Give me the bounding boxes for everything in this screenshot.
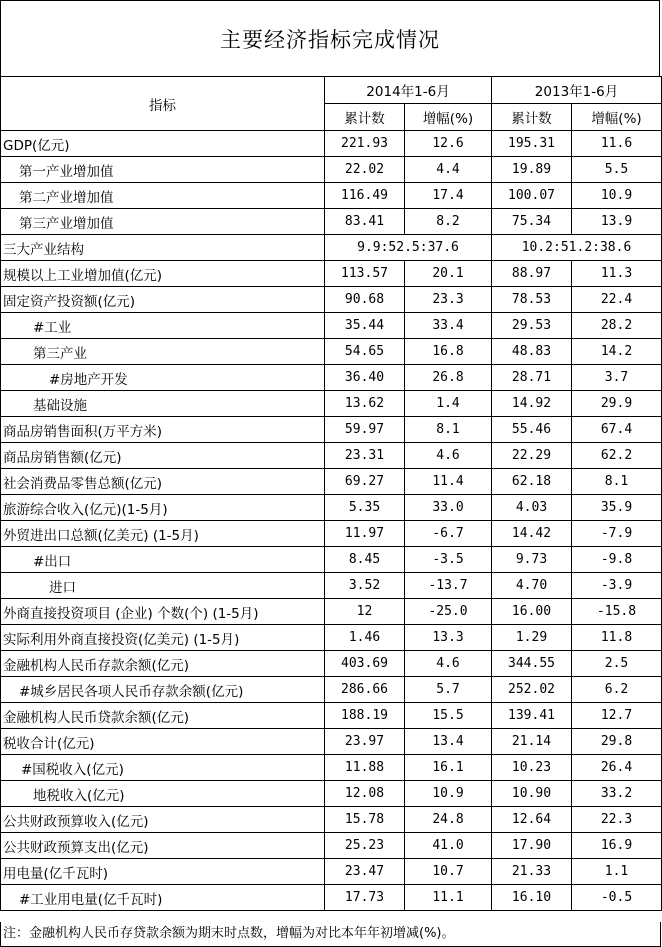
row-label: 基础设施	[1, 391, 325, 417]
growth-2013-cell: 16.9	[572, 833, 662, 859]
table-row	[1, 495, 662, 521]
growth-2013-cell: 12.7	[572, 703, 662, 729]
growth-2013-cell: 3.7	[572, 365, 662, 391]
growth-2013-cell: 22.4	[572, 287, 662, 313]
table-row	[1, 131, 662, 157]
cumulative-2014-cell: 36.40	[325, 365, 405, 391]
cumulative-2013-cell: 1.29	[492, 625, 572, 651]
cumulative-2013-cell: 252.02	[492, 677, 572, 703]
growth-2013-cell: 5.5	[572, 157, 662, 183]
cumulative-2014-cell: 403.69	[325, 651, 405, 677]
row-label: #工业用电量(亿千瓦时)	[1, 885, 325, 911]
cumulative-2014-cell: 11.97	[325, 521, 405, 547]
industry-structure-2013: 10.2:51.2:38.6	[492, 235, 662, 261]
table-row	[1, 235, 662, 261]
growth-2013-cell: 67.4	[572, 417, 662, 443]
growth-2014-cell: 41.0	[405, 833, 492, 859]
cumulative-2013-cell: 62.18	[492, 469, 572, 495]
growth-2013-cell: 22.3	[572, 807, 662, 833]
cumulative-2013-cell: 4.03	[492, 495, 572, 521]
table-row	[1, 469, 662, 495]
indicator-header: 指标	[1, 77, 325, 131]
growth-2013-cell: 26.4	[572, 755, 662, 781]
cumulative-2014-cell: 11.88	[325, 755, 405, 781]
growth-2014-cell: -13.7	[405, 573, 492, 599]
page-title: 主要经济指标完成情况	[0, 0, 660, 76]
cumulative-2013-cell: 88.97	[492, 261, 572, 287]
industry-structure-2014: 9.9:52.5:37.6	[325, 235, 492, 261]
cumulative-2013-cell: 10.90	[492, 781, 572, 807]
table-row	[1, 625, 662, 651]
cumulative-2014-cell: 23.47	[325, 859, 405, 885]
table-row	[1, 157, 662, 183]
growth-2013-cell: -3.9	[572, 573, 662, 599]
cumulative-2014-cell: 8.45	[325, 547, 405, 573]
row-label: 规模以上工业增加值(亿元)	[1, 261, 325, 287]
row-label: 固定资产投资额(亿元)	[1, 287, 325, 313]
cumulative-2013-header: 累计数	[492, 104, 572, 131]
table-row	[1, 755, 662, 781]
cumulative-2014-cell: 23.31	[325, 443, 405, 469]
period-2013-header: 2013年1-6月	[492, 77, 662, 104]
period-2014-header: 2014年1-6月	[325, 77, 492, 104]
cumulative-2013-cell: 17.90	[492, 833, 572, 859]
cumulative-2014-cell: 12	[325, 599, 405, 625]
cumulative-2014-cell: 23.97	[325, 729, 405, 755]
row-label: 进口	[1, 573, 325, 599]
row-label: 公共财政预算支出(亿元)	[1, 833, 325, 859]
table-row	[1, 781, 662, 807]
growth-2013-cell: 11.6	[572, 131, 662, 157]
growth-2014-cell: 15.5	[405, 703, 492, 729]
cumulative-2013-cell: 10.23	[492, 755, 572, 781]
growth-2014-cell: 23.3	[405, 287, 492, 313]
growth-2013-cell: 29.8	[572, 729, 662, 755]
row-label: 第二产业增加值	[1, 183, 325, 209]
table-row	[1, 417, 662, 443]
growth-2013-cell: 8.1	[572, 469, 662, 495]
growth-2014-cell: 4.6	[405, 651, 492, 677]
growth-2013-cell: 11.3	[572, 261, 662, 287]
cumulative-2014-cell: 17.73	[325, 885, 405, 911]
table-row	[1, 833, 662, 859]
cumulative-2013-cell: 9.73	[492, 547, 572, 573]
row-label: 旅游综合收入(亿元)(1-5月)	[1, 495, 325, 521]
row-label: GDP(亿元)	[1, 131, 325, 157]
growth-2013-cell: 10.9	[572, 183, 662, 209]
cumulative-2013-cell: 344.55	[492, 651, 572, 677]
row-label: 外商直接投资项目 (企业) 个数(个) (1-5月)	[1, 599, 325, 625]
row-label: #出口	[1, 547, 325, 573]
table-row	[1, 651, 662, 677]
cumulative-2013-cell: 195.31	[492, 131, 572, 157]
growth-2013-cell: 14.2	[572, 339, 662, 365]
growth-2013-cell: 28.2	[572, 313, 662, 339]
growth-2014-cell: 16.1	[405, 755, 492, 781]
table-row	[1, 521, 662, 547]
row-label: 金融机构人民币贷款余额(亿元)	[1, 703, 325, 729]
table-row	[1, 287, 662, 313]
cumulative-2014-cell: 54.65	[325, 339, 405, 365]
growth-2014-cell: 10.7	[405, 859, 492, 885]
growth-2014-header: 增幅(%)	[405, 104, 492, 131]
cumulative-2013-cell: 139.41	[492, 703, 572, 729]
table-row	[1, 391, 662, 417]
cumulative-2013-cell: 78.53	[492, 287, 572, 313]
row-label: 实际利用外商直接投资(亿美元) (1-5月)	[1, 625, 325, 651]
cumulative-2014-cell: 15.78	[325, 807, 405, 833]
row-label: 地税收入(亿元)	[1, 781, 325, 807]
cumulative-2014-cell: 35.44	[325, 313, 405, 339]
row-label: #城乡居民各项人民币存款余额(亿元)	[1, 677, 325, 703]
table-row	[1, 261, 662, 287]
cumulative-2014-cell: 22.02	[325, 157, 405, 183]
table-row	[1, 573, 662, 599]
cumulative-2014-cell: 59.97	[325, 417, 405, 443]
table-row	[1, 703, 662, 729]
cumulative-2014-cell: 1.46	[325, 625, 405, 651]
growth-2013-cell: -0.5	[572, 885, 662, 911]
cumulative-2014-cell: 69.27	[325, 469, 405, 495]
table-row	[1, 677, 662, 703]
cumulative-2013-cell: 21.14	[492, 729, 572, 755]
footnote: 注：金融机构人民币存贷款余额为期末时点数，增幅为对比本年年初增减(%)。	[0, 922, 661, 947]
growth-2014-cell: 17.4	[405, 183, 492, 209]
cumulative-2013-cell: 14.92	[492, 391, 572, 417]
row-label: 税收合计(亿元)	[1, 729, 325, 755]
growth-2013-cell: -9.8	[572, 547, 662, 573]
growth-2014-cell: 1.4	[405, 391, 492, 417]
growth-2013-cell: 35.9	[572, 495, 662, 521]
cumulative-2013-cell: 16.10	[492, 885, 572, 911]
growth-2013-header: 增幅(%)	[572, 104, 662, 131]
table-row	[1, 885, 662, 911]
row-label: 公共财政预算收入(亿元)	[1, 807, 325, 833]
growth-2014-cell: 5.7	[405, 677, 492, 703]
indicators-table	[0, 76, 662, 911]
growth-2014-cell: 8.2	[405, 209, 492, 235]
growth-2014-cell: 24.8	[405, 807, 492, 833]
cumulative-2013-cell: 12.64	[492, 807, 572, 833]
growth-2013-cell: 13.9	[572, 209, 662, 235]
table-row	[1, 547, 662, 573]
cumulative-2014-cell: 13.62	[325, 391, 405, 417]
table-row	[1, 339, 662, 365]
row-label: 三大产业结构	[1, 235, 325, 261]
growth-2014-cell: 12.6	[405, 131, 492, 157]
cumulative-2014-cell: 12.08	[325, 781, 405, 807]
growth-2014-cell: -6.7	[405, 521, 492, 547]
growth-2014-cell: 33.0	[405, 495, 492, 521]
cumulative-2014-cell: 116.49	[325, 183, 405, 209]
table-row	[1, 807, 662, 833]
table-row	[1, 183, 662, 209]
table-body	[1, 131, 662, 911]
growth-2013-cell: 62.2	[572, 443, 662, 469]
cumulative-2013-cell: 21.33	[492, 859, 572, 885]
row-label: 商品房销售额(亿元)	[1, 443, 325, 469]
row-label: 商品房销售面积(万平方米)	[1, 417, 325, 443]
growth-2014-cell: -25.0	[405, 599, 492, 625]
growth-2014-cell: 26.8	[405, 365, 492, 391]
row-label: 金融机构人民币存款余额(亿元)	[1, 651, 325, 677]
growth-2014-cell: -3.5	[405, 547, 492, 573]
cumulative-2014-cell: 188.19	[325, 703, 405, 729]
growth-2014-cell: 13.4	[405, 729, 492, 755]
growth-2013-cell: 11.8	[572, 625, 662, 651]
cumulative-2013-cell: 19.89	[492, 157, 572, 183]
cumulative-2013-cell: 48.83	[492, 339, 572, 365]
growth-2014-cell: 11.4	[405, 469, 492, 495]
table-row	[1, 443, 662, 469]
cumulative-2014-cell: 25.23	[325, 833, 405, 859]
growth-2014-cell: 33.4	[405, 313, 492, 339]
cumulative-2014-header: 累计数	[325, 104, 405, 131]
table-row	[1, 209, 662, 235]
growth-2014-cell: 10.9	[405, 781, 492, 807]
table-row	[1, 859, 662, 885]
cumulative-2013-cell: 55.46	[492, 417, 572, 443]
growth-2013-cell: 2.5	[572, 651, 662, 677]
growth-2014-cell: 4.6	[405, 443, 492, 469]
table-row	[1, 365, 662, 391]
growth-2013-cell: 1.1	[572, 859, 662, 885]
growth-2013-cell: 29.9	[572, 391, 662, 417]
cumulative-2014-cell: 286.66	[325, 677, 405, 703]
row-label: 第一产业增加值	[1, 157, 325, 183]
table-row	[1, 729, 662, 755]
growth-2013-cell: 33.2	[572, 781, 662, 807]
row-label: 外贸进出口总额(亿美元) (1-5月)	[1, 521, 325, 547]
growth-2014-cell: 13.3	[405, 625, 492, 651]
cumulative-2014-cell: 90.68	[325, 287, 405, 313]
cumulative-2013-cell: 16.00	[492, 599, 572, 625]
cumulative-2014-cell: 5.35	[325, 495, 405, 521]
cumulative-2014-cell: 221.93	[325, 131, 405, 157]
cumulative-2013-cell: 28.71	[492, 365, 572, 391]
cumulative-2013-cell: 75.34	[492, 209, 572, 235]
cumulative-2013-cell: 29.53	[492, 313, 572, 339]
growth-2014-cell: 20.1	[405, 261, 492, 287]
row-label: 社会消费品零售总额(亿元)	[1, 469, 325, 495]
growth-2014-cell: 4.4	[405, 157, 492, 183]
table-row	[1, 313, 662, 339]
cumulative-2014-cell: 3.52	[325, 573, 405, 599]
row-label: #国税收入(亿元)	[1, 755, 325, 781]
growth-2013-cell: -7.9	[572, 521, 662, 547]
growth-2013-cell: -15.8	[572, 599, 662, 625]
row-label: 第三产业增加值	[1, 209, 325, 235]
growth-2014-cell: 16.8	[405, 339, 492, 365]
growth-2014-cell: 8.1	[405, 417, 492, 443]
growth-2014-cell: 11.1	[405, 885, 492, 911]
cumulative-2013-cell: 22.29	[492, 443, 572, 469]
table-row	[1, 599, 662, 625]
cumulative-2013-cell: 4.70	[492, 573, 572, 599]
row-label: #房地产开发	[1, 365, 325, 391]
cumulative-2014-cell: 113.57	[325, 261, 405, 287]
growth-2013-cell: 6.2	[572, 677, 662, 703]
row-label: 第三产业	[1, 339, 325, 365]
cumulative-2013-cell: 14.42	[492, 521, 572, 547]
row-label: 用电量(亿千瓦时)	[1, 859, 325, 885]
cumulative-2013-cell: 100.07	[492, 183, 572, 209]
cumulative-2014-cell: 83.41	[325, 209, 405, 235]
row-label: #工业	[1, 313, 325, 339]
